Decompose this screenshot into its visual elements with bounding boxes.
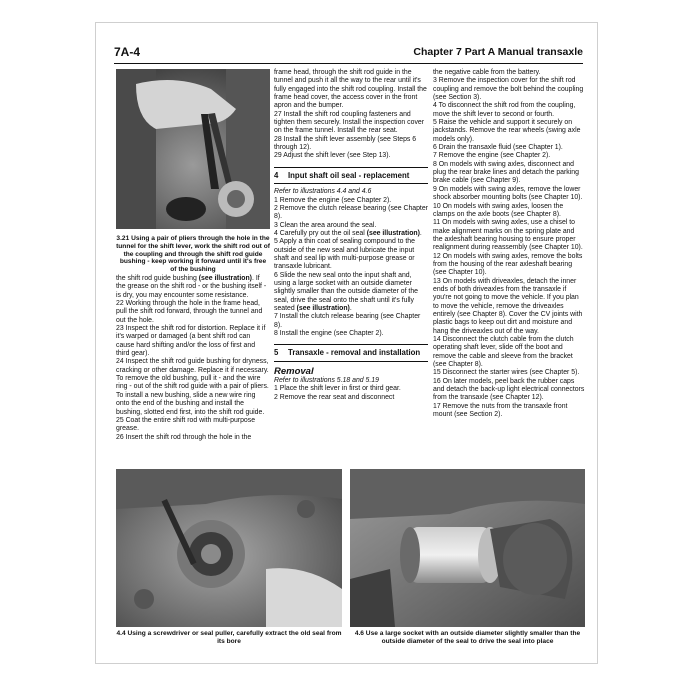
paragraph: the shift rod guide bushing (see illustration). If the grease on the shift rod - or the bushing itself - is dry, you may encounter some resistance. (116, 275, 267, 299)
step-13: 13 On models with driveaxles, detach the inner ends of both driveaxles from the transaxle if you're not going to move the vehicle. If you plan to move the vehicle, remove the driveaxles entirely (see Chapter 8). Cover the CV joints with plastic bags to keep out dirt and moisture and hang the driveaxles out of the way. (433, 277, 583, 335)
step-9: 9 On models with swing axles, remove the lower shock absorber mounting bolts (see Chapter 10). (433, 185, 583, 202)
header-rule (114, 63, 583, 64)
step-22: 22 Working through the hole in the frame head, pull the shift rod forward, through the tunnel and out the hole. (116, 300, 263, 324)
paragraph: the negative cable from the battery. (433, 69, 541, 76)
text-column-1 (116, 275, 270, 442)
section-heading-5: 5 Transaxle - removal and installation (274, 344, 428, 362)
illustration-ref: (see illustration) (198, 275, 252, 282)
step-7: 7 Remove the engine (see Chapter 2). (433, 152, 551, 160)
step-12: 12 On models with swing axles, remove the bolts from the housing of the rear axleshaft bearing (see Chapter 10). (433, 252, 583, 277)
step-4-8: 8 Install the engine (see Chapter 2). (274, 330, 384, 338)
paragraph: frame head, through the shift rod guide in the tunnel and push it all the way to the rear until it's fully engaged into the shift rod coupling. Install the frame head cover, the access cover in the front apron and the bumper. (274, 69, 427, 110)
step-5: 5 Raise the vehicle and support it securely on jackstands. Remove the rear wheels (swing axle models only). (433, 119, 581, 143)
step-6: 6 Drain the transaxle fluid (see Chapter 1). (433, 144, 563, 152)
step-11: 11 On models with swing axles, use a chisel to make alignment marks on the spring plate and the axleshaft bearing housing to ensure proper realignment during reassembly (see Chapter 10). (433, 219, 583, 252)
step-4-5: 5 Apply a thin coat of sealing compound to the outside of the new seal and lubricate the input shaft and seal lip with multi-purpose grease or transaxle lubricant. (274, 238, 415, 271)
step-14: 14 Disconnect the clutch cable from the clutch operating shaft lever, slide off the boot and remove the cable and sleeve from the bracket (see Chapter 8). (433, 336, 574, 369)
step-4-3: 3 Clean the area around the seal. (274, 221, 377, 229)
manual-page (95, 22, 598, 664)
step-15: 15 Disconnect the starter wires (see Chapter 5). (433, 369, 580, 377)
illustration-reference: Refer to illustrations 4.4 and 4.6 (274, 188, 372, 196)
text-column-3 (433, 69, 585, 419)
caption-fig-4-6: 4.6 Use a large socket with an outside diameter slightly smaller than the outside diameter of the seal to drive the seal into place (354, 630, 581, 645)
caption-fig-3-21: 3.21 Using a pair of pliers through the hole in the tunnel for the shift lever, work the shift rod out of the coupling and through the shift rod guide bushing - keep working it forward until it's free of the bushing (116, 235, 270, 274)
step-4-6: 6 Slide the new seal onto the input shaft and, using a large socket with an outside diameter slightly smaller than the outside diameter of the seal, drive the seal onto the shaft until it's fully seated (see illustration). (274, 271, 419, 313)
step-26: 26 Insert the shift rod through the hole in the (116, 433, 252, 441)
step-4-1: 1 Remove the engine (see Chapter 2). (274, 196, 392, 204)
step-5-1: 1 Place the shift lever in first or third gear. (274, 385, 401, 393)
text-column-2 (274, 69, 428, 402)
step-17: 17 Remove the nuts from the transaxle front mount (see Section 2). (433, 402, 568, 419)
caption-fig-4-4: 4.4 Using a screwdriver or seal puller, carefully extract the old seal from its bore (116, 630, 342, 645)
section-heading-4: 4 Input shaft oil seal - replacement (274, 167, 428, 185)
chapter-title: Chapter 7 Part A Manual transaxle (413, 46, 583, 58)
step-4-4: 4 Carefully pry out the oil seal (see illustration). (274, 230, 422, 237)
photo-socket-seal-driver (350, 469, 585, 627)
illustration-reference: Refer to illustrations 5.18 and 5.19 (274, 376, 379, 384)
step-8: 8 On models with swing axles, disconnect and plug the rear brake lines and detach the parking brake cable (see Chapter 9). (433, 160, 579, 185)
step-29: 29 Adjust the shift lever (see Step 13). (274, 152, 391, 160)
step-10: 10 On models with swing axles, loosen the clamps on the axle boots (see Chapter 8). (433, 202, 564, 218)
photo-screwdriver-seal (116, 469, 342, 627)
step-16: 16 On later models, peel back the rubber caps and detach the back-up light electrical connectors from the transaxle (see Chapter 12). (433, 377, 585, 402)
step-24: 24 Inspect the shift rod guide bushing for dryness, cracking or other damage. Replace it if necessary. To remove the old bushing, pull it - and the wire ring - out of the shift rod guide with a pair of pliers. To install a new bushing, slide a new wire ring onto the end of the bushing and install the bushing, slotted end first, into the shift rod guide. (116, 358, 269, 416)
photo-pliers-shift-rod (116, 69, 270, 229)
step-23: 23 Inspect the shift rod for distortion. Replace it if it's warped or damaged (a bent shift rod can cause hard shifting and/or the loss of first and third gear). (116, 325, 266, 358)
step-4-2: 2 Remove the clutch release bearing (see Chapter 8). (274, 204, 428, 221)
subheading-removal: Removal (274, 365, 314, 377)
page-number: 7A-4 (114, 45, 141, 59)
step-4-7: 7 Install the clutch release bearing (see Chapter 8). (274, 313, 421, 329)
step-5-2: 2 Remove the rear seat and disconnect (274, 393, 395, 401)
step-27: 27 Install the shift rod coupling fasteners and tighten them securely. Install the inspection cover on the frame tunnel. Install the rear seat. (274, 110, 425, 135)
step-25: 25 Coat the entire shift rod with multi-purpose grease. (116, 416, 256, 433)
step-4: 4 To disconnect the shift rod from the coupling, move the shift lever to second or fourth. (433, 102, 576, 118)
page-header (114, 45, 583, 65)
step-3: 3 Remove the inspection cover for the shift rod coupling and remove the bolt behind the coupling (see Section 3). (433, 77, 584, 102)
step-28: 28 Install the shift lever assembly (see Steps 6 through 12). (274, 135, 417, 152)
